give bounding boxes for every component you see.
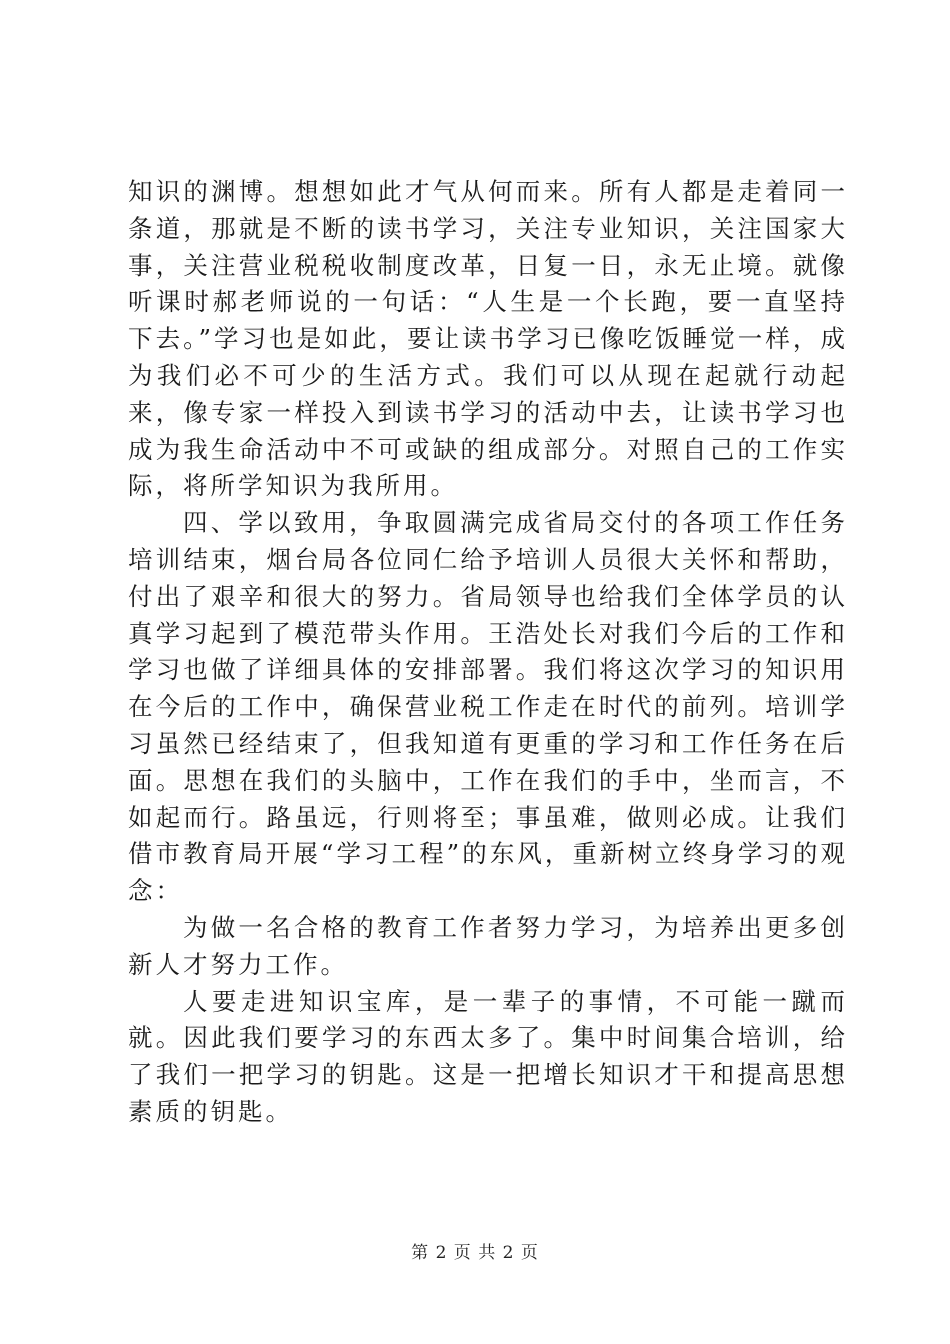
paragraph-section-four: 四、学以致用，争取圆满完成省局交付的各项工作任务培训结束，烟台局各位同仁给予培训人员很大关怀和帮助，付出了艰辛和很大的努力。省局领导也给我们全体学员的认真学习起到了模范带头作用。王浩处长对我们今后的工作和学习也做了详细具体的安排部署。我们将这次学习的知识用在今后的工作中，确保营业税工作走在时代的前列。培训学习虽然已经结束了，但我知道有更重的学习和工作任务在后面。思想在我们的头脑中，工作在我们的手中，坐而言，不如起而行。路虽远，行则将至；事虽难，做则必成。让我们借市教育局开展“学习工程”的东风，重新树立终身学习的观念：: [128, 508, 848, 906]
paragraph-continuation: 知识的渊博。想想如此才气从何而来。所有人都是走着同一条道，那就是不断的读书学习，关注专业知识，关注国家大事，关注营业税税收制度改革，日复一日，永无止境。就像听课时郝老师说的一句话：“人生是一个长跑，要一直坚持下去。”学习也是如此，要让读书学习已像吃饭睡觉一样，成为我们必不可少的生活方式。我们可以从现在起就行动起来，像专家一样投入到读书学习的活动中去，让读书学习也成为我生命活动中不可或缺的组成部分。对照自己的工作实际，将所学知识为我所用。: [128, 177, 848, 501]
paragraph-closing: 人要走进知识宝库，是一辈子的事情，不可能一蹴而就。因此我们要学习的东西太多了。集中时间集合培训，给了我们一把学习的钥匙。这是一把增长知识才干和提高思想素质的钥匙。: [128, 986, 848, 1126]
page-footer: 第 2 页 共 2 页: [411, 1243, 539, 1263]
paragraph-goal: 为做一名合格的教育工作者努力学习，为培养出更多创新人才努力工作。: [128, 912, 848, 979]
document-body: [128, 174, 848, 1131]
